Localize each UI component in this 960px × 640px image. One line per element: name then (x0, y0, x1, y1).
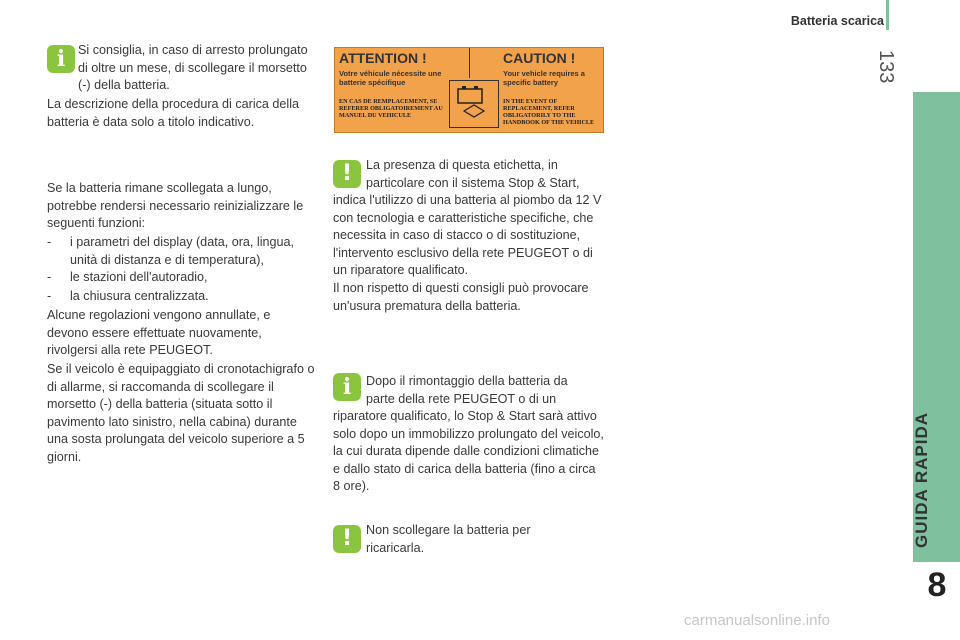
page-number: 133 (875, 50, 897, 84)
info-note-first: Dopo il rimontaggio della batteria da parte della rete PEUGEOT o di un (366, 374, 568, 406)
section-title: Batteria scarica (790, 14, 884, 28)
info-note-rest: riparatore qualificato, lo Stop & Start sarà attivo solo dopo un immobilizzo prolungato del veicolo, la cui durata dipende dalle condizioni climatiche e dallo stato di carica della batteria (fino a circa 8 ore). (333, 409, 604, 494)
chapter-number: 8 (927, 566, 947, 604)
info-icon: i (333, 373, 361, 401)
label-attention: ATTENTION ! (339, 50, 427, 66)
info-icon: i (47, 45, 75, 73)
list-bullet: - (47, 235, 52, 249)
paragraph: Se la batteria rimane scollegata a lungo, potrebbe rendersi necessario reinizializzare le seguenti funzioni: (47, 181, 304, 231)
paragraph: Il non rispetto di questi consigli può provocare un'usura prematura della batteria. (333, 281, 589, 313)
chapter-label: GUIDA RAPIDA (912, 411, 931, 548)
battery-warning-label (334, 47, 604, 133)
label-fr-small: EN CAS DE REMPLACEMENT, SE REFERER OBLIGATOIREMENT AU MANUEL DU VEHICULE (339, 98, 443, 119)
watermark: carmanualsonline.info (684, 612, 830, 629)
label-divider (469, 48, 470, 78)
list-bullet: - (47, 289, 52, 303)
list-item: la chiusura centralizzata. (70, 289, 209, 303)
warning-note-rest: indica l'utilizzo di una batteria al piombo da 12 V con tecnologia e caratteristiche specifiche, che necessita in caso di stacco o di sostituzione, l'intervento esclusivo della rete PEUGEOT o di un riparatore qualificato. (333, 193, 602, 278)
warning-icon: ! (333, 160, 361, 188)
warning-icon: ! (333, 525, 361, 553)
info-note: Si consiglia, in caso di arresto prolungato di oltre un mese, di scollegare il morsetto (-) della batteria. (78, 43, 308, 93)
label-caution: CAUTION ! (503, 50, 576, 66)
list-item: i parametri del display (data, ora, lingua, unità di distanza e di temperatura), (70, 235, 295, 267)
label-en-small: IN THE EVENT OF REPLACEMENT, REFER OBLIGATORILY TO THE HANDBOOK OF THE VEHICLE (503, 98, 595, 126)
label-en-line: Your vehicle requires a specific battery (503, 69, 585, 87)
paragraph: La descrizione della procedura di carica della batteria è data solo a titolo indicativo. (47, 97, 300, 129)
warning-note-first: La presenza di questa etichetta, in particolare con il sistema Stop & Start, (366, 158, 580, 190)
warning-note: Non scollegare la batteria per ricaricarla. (366, 523, 531, 555)
paragraph: Alcune regolazioni vengono annullate, e devono essere effettuate nuovamente, rivolgersi alla rete PEUGEOT. (47, 308, 271, 358)
list-item: le stazioni dell'autoradio, (70, 270, 208, 284)
paragraph: Se il veicolo è equipaggiato di cronotachigrafo o di allarme, si raccomanda di scollegare il morsetto (-) della batteria (situata sotto il pavimento lato sinistro, nella cabina) durante una sosta prolungata del veicolo superiore a 5 giorni. (47, 362, 315, 464)
battery-icon (449, 80, 499, 128)
header-divider (886, 0, 889, 30)
label-fr-line: Votre véhicule nécessite une batterie spécifique (339, 69, 442, 87)
list-bullet: - (47, 270, 52, 284)
